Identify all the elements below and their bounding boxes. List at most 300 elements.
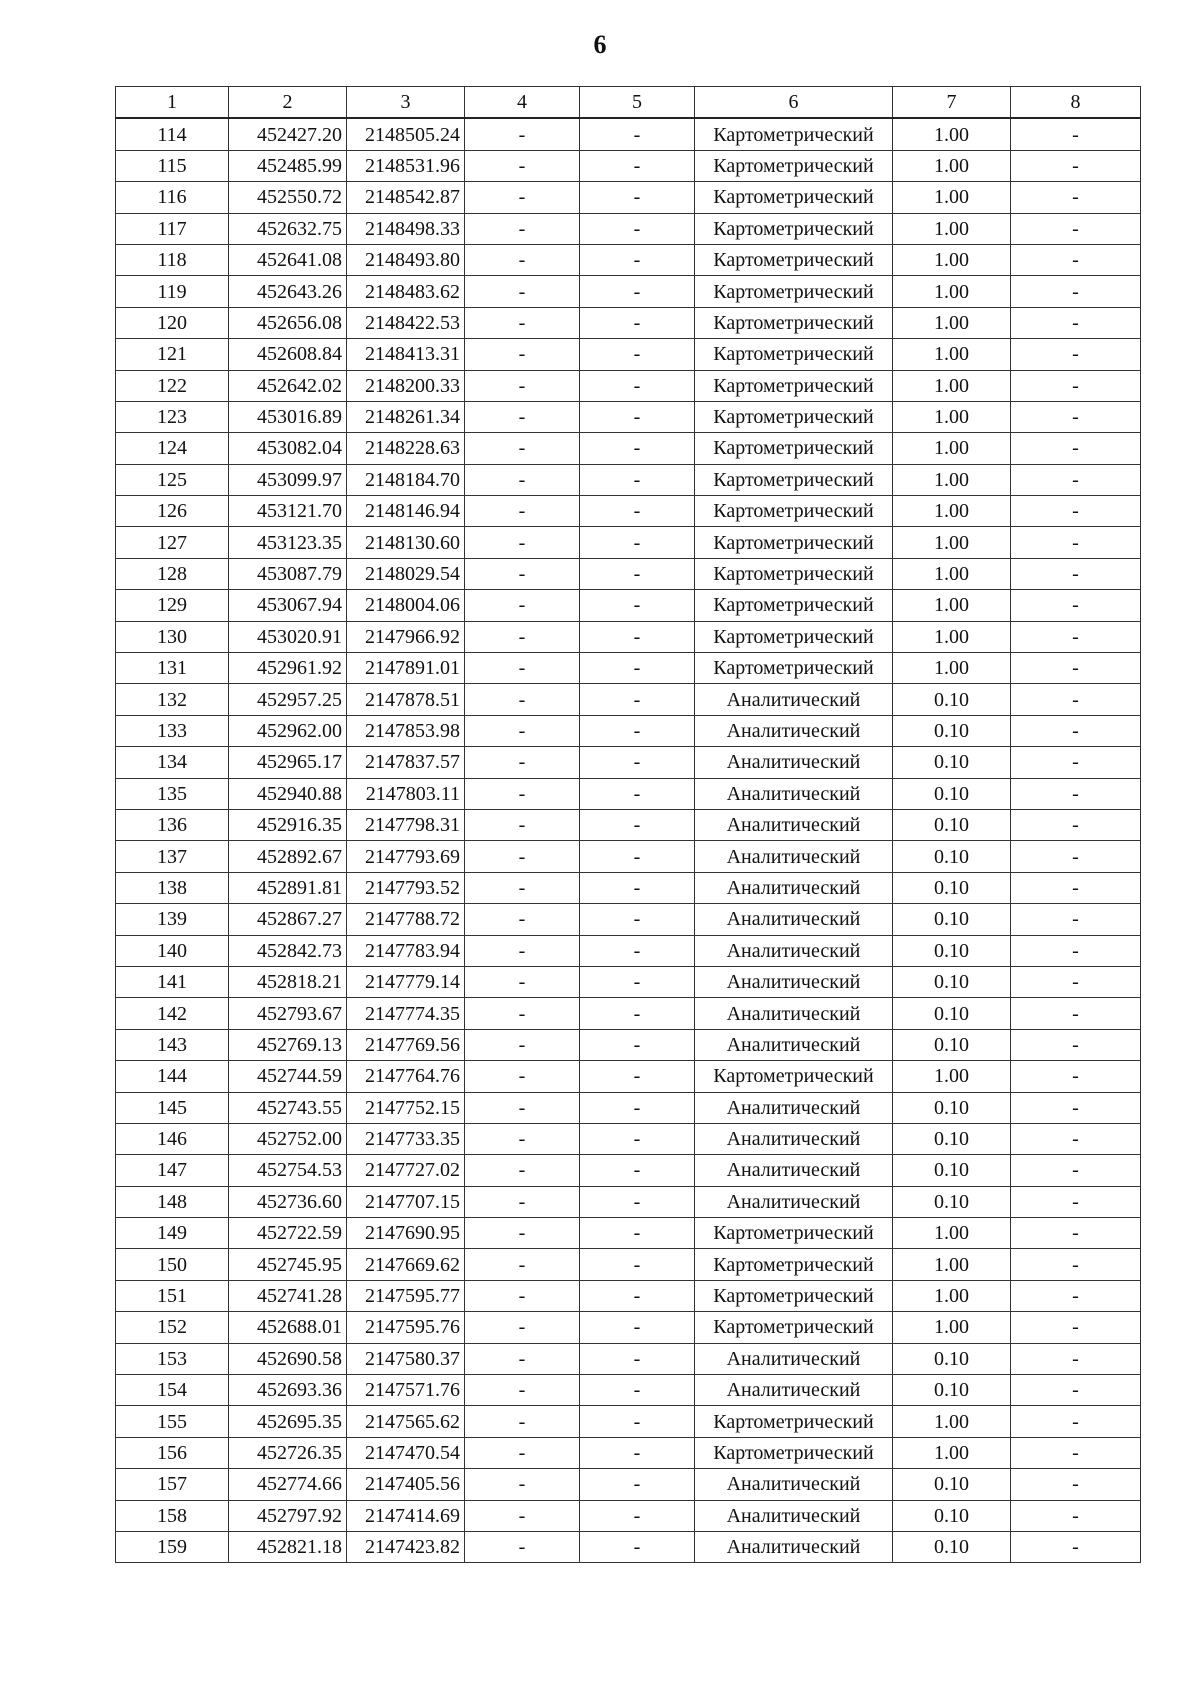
table-cell-col-3: 2148531.96 <box>347 150 465 181</box>
table-cell-col-6: Аналитический <box>695 1531 893 1562</box>
table-cell-col-6: Аналитический <box>695 1029 893 1060</box>
table-cell-col-1: 114 <box>116 118 229 150</box>
table-cell-col-2: 452752.00 <box>229 1123 347 1154</box>
table-cell-col-1: 137 <box>116 841 229 872</box>
table-cell-col-7: 1.00 <box>893 590 1011 621</box>
table-cell-col-3: 2147595.76 <box>347 1312 465 1343</box>
table-cell-col-8: - <box>1011 558 1141 589</box>
table-cell-col-8: - <box>1011 1218 1141 1249</box>
table-cell-col-5: - <box>580 684 695 715</box>
table-cell-col-3: 2147727.02 <box>347 1155 465 1186</box>
table-cell-col-8: - <box>1011 998 1141 1029</box>
table-cell-col-4: - <box>465 401 580 432</box>
table-row <box>116 307 1141 338</box>
table-cell-col-2: 452695.35 <box>229 1406 347 1437</box>
table-cell-col-1: 140 <box>116 935 229 966</box>
table-cell-col-7: 0.10 <box>893 1375 1011 1406</box>
table-cell-col-5: - <box>580 1406 695 1437</box>
table-cell-col-3: 2147793.69 <box>347 841 465 872</box>
table-cell-col-3: 2148498.33 <box>347 213 465 244</box>
table-cell-col-8: - <box>1011 935 1141 966</box>
table-cell-col-7: 1.00 <box>893 1280 1011 1311</box>
table-cell-col-1: 118 <box>116 244 229 275</box>
table-cell-col-7: 0.10 <box>893 904 1011 935</box>
table-cell-col-7: 1.00 <box>893 150 1011 181</box>
table-cell-col-5: - <box>580 401 695 432</box>
table-cell-col-6: Аналитический <box>695 998 893 1029</box>
table-row <box>116 276 1141 307</box>
table-cell-col-1: 134 <box>116 747 229 778</box>
table-row <box>116 841 1141 872</box>
table-cell-col-5: - <box>580 1531 695 1562</box>
table-cell-col-6: Аналитический <box>695 872 893 903</box>
table-cell-col-5: - <box>580 213 695 244</box>
table-cell-col-1: 141 <box>116 966 229 997</box>
table-cell-col-7: 0.10 <box>893 872 1011 903</box>
table-cell-col-2: 452608.84 <box>229 339 347 370</box>
table-cell-col-8: - <box>1011 1406 1141 1437</box>
table-cell-col-5: - <box>580 150 695 181</box>
table-cell-col-1: 139 <box>116 904 229 935</box>
table-cell-col-6: Аналитический <box>695 715 893 746</box>
table-cell-col-5: - <box>580 841 695 872</box>
table-cell-col-6: Картометрический <box>695 339 893 370</box>
table-cell-col-8: - <box>1011 370 1141 401</box>
table-cell-col-1: 123 <box>116 401 229 432</box>
table-cell-col-3: 2148200.33 <box>347 370 465 401</box>
table-cell-col-8: - <box>1011 1469 1141 1500</box>
table-cell-col-4: - <box>465 1061 580 1092</box>
table-cell-col-6: Картометрический <box>695 1218 893 1249</box>
table-cell-col-1: 150 <box>116 1249 229 1280</box>
table-cell-col-5: - <box>580 1218 695 1249</box>
table-cell-col-1: 142 <box>116 998 229 1029</box>
table-cell-col-7: 0.10 <box>893 1500 1011 1531</box>
table-cell-col-6: Картометрический <box>695 496 893 527</box>
table-cell-col-6: Картометрический <box>695 621 893 652</box>
table-row <box>116 590 1141 621</box>
table-cell-col-2: 453067.94 <box>229 590 347 621</box>
table-row <box>116 1186 1141 1217</box>
table-cell-col-4: - <box>465 809 580 840</box>
table-cell-col-2: 452693.36 <box>229 1375 347 1406</box>
table-row <box>116 684 1141 715</box>
table-row <box>116 715 1141 746</box>
table-cell-col-4: - <box>465 558 580 589</box>
table-cell-col-7: 1.00 <box>893 244 1011 275</box>
table-cell-col-3: 2148184.70 <box>347 464 465 495</box>
table-cell-col-8: - <box>1011 496 1141 527</box>
table-cell-col-5: - <box>580 1437 695 1468</box>
table-cell-col-6: Картометрический <box>695 244 893 275</box>
table-cell-col-3: 2147733.35 <box>347 1123 465 1154</box>
table-row <box>116 1437 1141 1468</box>
table-cell-col-1: 116 <box>116 182 229 213</box>
table-cell-col-3: 2147798.31 <box>347 809 465 840</box>
table-cell-col-3: 2147878.51 <box>347 684 465 715</box>
table-cell-col-3: 2148228.63 <box>347 433 465 464</box>
table-row <box>116 966 1141 997</box>
table-cell-col-5: - <box>580 1500 695 1531</box>
table-cell-col-6: Картометрический <box>695 118 893 150</box>
table-cell-col-3: 2148493.80 <box>347 244 465 275</box>
table-cell-col-1: 157 <box>116 1469 229 1500</box>
table-row <box>116 1469 1141 1500</box>
table-cell-col-5: - <box>580 904 695 935</box>
table-cell-col-7: 0.10 <box>893 966 1011 997</box>
table-cell-col-6: Аналитический <box>695 1343 893 1374</box>
table-cell-col-3: 2148505.24 <box>347 118 465 150</box>
table-cell-col-1: 135 <box>116 778 229 809</box>
table-cell-col-4: - <box>465 966 580 997</box>
table-cell-col-2: 452891.81 <box>229 872 347 903</box>
table-cell-col-4: - <box>465 1375 580 1406</box>
table-cell-col-4: - <box>465 118 580 150</box>
table-cell-col-8: - <box>1011 401 1141 432</box>
table-cell-col-1: 156 <box>116 1437 229 1468</box>
table-row <box>116 778 1141 809</box>
table-cell-col-7: 1.00 <box>893 527 1011 558</box>
table-cell-col-7: 0.10 <box>893 684 1011 715</box>
table-cell-col-2: 452842.73 <box>229 935 347 966</box>
table-cell-col-7: 1.00 <box>893 496 1011 527</box>
table-cell-col-4: - <box>465 715 580 746</box>
table-cell-col-6: Картометрический <box>695 1061 893 1092</box>
column-header-1: 1 <box>116 87 229 119</box>
table-row <box>116 1029 1141 1060</box>
table-cell-col-5: - <box>580 1155 695 1186</box>
table-cell-col-6: Аналитический <box>695 966 893 997</box>
table-row <box>116 1155 1141 1186</box>
table-cell-col-5: - <box>580 872 695 903</box>
table-row <box>116 872 1141 903</box>
table-cell-col-4: - <box>465 1343 580 1374</box>
table-cell-col-8: - <box>1011 244 1141 275</box>
table-row <box>116 401 1141 432</box>
table-cell-col-2: 452769.13 <box>229 1029 347 1060</box>
table-cell-col-2: 453121.70 <box>229 496 347 527</box>
table-row <box>116 935 1141 966</box>
table-cell-col-5: - <box>580 370 695 401</box>
table-cell-col-6: Аналитический <box>695 1500 893 1531</box>
table-cell-col-8: - <box>1011 841 1141 872</box>
table-cell-col-6: Картометрический <box>695 1280 893 1311</box>
table-cell-col-6: Картометрический <box>695 1437 893 1468</box>
table-cell-col-1: 144 <box>116 1061 229 1092</box>
table-cell-col-3: 2148413.31 <box>347 339 465 370</box>
table-cell-col-8: - <box>1011 276 1141 307</box>
table-cell-col-7: 1.00 <box>893 1218 1011 1249</box>
table-cell-col-3: 2147752.15 <box>347 1092 465 1123</box>
table-cell-col-4: - <box>465 1186 580 1217</box>
table-cell-col-7: 1.00 <box>893 653 1011 684</box>
table-cell-col-8: - <box>1011 1186 1141 1217</box>
table-row <box>116 1375 1141 1406</box>
table-cell-col-2: 452744.59 <box>229 1061 347 1092</box>
table-cell-col-8: - <box>1011 653 1141 684</box>
table-cell-col-1: 159 <box>116 1531 229 1562</box>
table-cell-col-8: - <box>1011 339 1141 370</box>
table-cell-col-8: - <box>1011 1029 1141 1060</box>
table-row <box>116 1123 1141 1154</box>
table-cell-col-4: - <box>465 590 580 621</box>
table-cell-col-2: 452821.18 <box>229 1531 347 1562</box>
table-cell-col-1: 153 <box>116 1343 229 1374</box>
table-cell-col-2: 452642.02 <box>229 370 347 401</box>
table-cell-col-8: - <box>1011 966 1141 997</box>
table-row <box>116 1061 1141 1092</box>
table-cell-col-7: 1.00 <box>893 558 1011 589</box>
table-cell-col-4: - <box>465 1029 580 1060</box>
table-cell-col-8: - <box>1011 1123 1141 1154</box>
table-cell-col-7: 0.10 <box>893 1469 1011 1500</box>
table-cell-col-5: - <box>580 182 695 213</box>
table-cell-col-5: - <box>580 1343 695 1374</box>
table-cell-col-7: 1.00 <box>893 1061 1011 1092</box>
table-cell-col-5: - <box>580 1249 695 1280</box>
table-cell-col-6: Картометрический <box>695 558 893 589</box>
table-cell-col-5: - <box>580 118 695 150</box>
table-cell-col-1: 136 <box>116 809 229 840</box>
table-cell-col-2: 452754.53 <box>229 1155 347 1186</box>
table-cell-col-3: 2148130.60 <box>347 527 465 558</box>
table-cell-col-8: - <box>1011 1500 1141 1531</box>
table-cell-col-2: 453099.97 <box>229 464 347 495</box>
table-cell-col-3: 2147669.62 <box>347 1249 465 1280</box>
table-cell-col-5: - <box>580 998 695 1029</box>
table-cell-col-6: Аналитический <box>695 904 893 935</box>
table-cell-col-5: - <box>580 339 695 370</box>
table-row <box>116 1280 1141 1311</box>
table-cell-col-4: - <box>465 1469 580 1500</box>
table-cell-col-5: - <box>580 1123 695 1154</box>
table-cell-col-6: Аналитический <box>695 684 893 715</box>
table-cell-col-4: - <box>465 1092 580 1123</box>
table-cell-col-1: 149 <box>116 1218 229 1249</box>
table-cell-col-6: Картометрический <box>695 276 893 307</box>
table-cell-col-8: - <box>1011 182 1141 213</box>
table-cell-col-2: 452741.28 <box>229 1280 347 1311</box>
table-cell-col-4: - <box>465 653 580 684</box>
table-cell-col-3: 2147565.62 <box>347 1406 465 1437</box>
table-cell-col-3: 2148261.34 <box>347 401 465 432</box>
table-cell-col-3: 2147470.54 <box>347 1437 465 1468</box>
table-cell-col-6: Аналитический <box>695 809 893 840</box>
table-cell-col-2: 452722.59 <box>229 1218 347 1249</box>
column-header-4: 4 <box>465 87 580 119</box>
table-cell-col-1: 115 <box>116 150 229 181</box>
table-cell-col-6: Аналитический <box>695 778 893 809</box>
table-cell-col-3: 2147690.95 <box>347 1218 465 1249</box>
table-cell-col-8: - <box>1011 747 1141 778</box>
table-cell-col-5: - <box>580 621 695 652</box>
table-cell-col-7: 0.10 <box>893 998 1011 1029</box>
table-cell-col-6: Картометрический <box>695 1249 893 1280</box>
table-cell-col-1: 117 <box>116 213 229 244</box>
table-cell-col-2: 452916.35 <box>229 809 347 840</box>
table-cell-col-3: 2148483.62 <box>347 276 465 307</box>
table-cell-col-8: - <box>1011 809 1141 840</box>
table-row <box>116 747 1141 778</box>
table-cell-col-7: 0.10 <box>893 1029 1011 1060</box>
table-row <box>116 1218 1141 1249</box>
table-row <box>116 809 1141 840</box>
table-cell-col-8: - <box>1011 1531 1141 1562</box>
table-cell-col-5: - <box>580 1029 695 1060</box>
table-cell-col-4: - <box>465 904 580 935</box>
table-cell-col-3: 2147764.76 <box>347 1061 465 1092</box>
table-cell-col-1: 145 <box>116 1092 229 1123</box>
table-cell-col-1: 127 <box>116 527 229 558</box>
table-cell-col-4: - <box>465 841 580 872</box>
table-row <box>116 244 1141 275</box>
table-cell-col-8: - <box>1011 118 1141 150</box>
table-row <box>116 118 1141 150</box>
table-cell-col-2: 452957.25 <box>229 684 347 715</box>
table-cell-col-4: - <box>465 778 580 809</box>
table-cell-col-2: 452940.88 <box>229 778 347 809</box>
table-cell-col-5: - <box>580 935 695 966</box>
table-cell-col-8: - <box>1011 872 1141 903</box>
table-cell-col-3: 2147788.72 <box>347 904 465 935</box>
table-cell-col-8: - <box>1011 150 1141 181</box>
table-cell-col-6: Картометрический <box>695 464 893 495</box>
table-cell-col-2: 452427.20 <box>229 118 347 150</box>
table-row <box>116 998 1141 1029</box>
table-cell-col-8: - <box>1011 715 1141 746</box>
table-cell-col-4: - <box>465 935 580 966</box>
table-cell-col-7: 1.00 <box>893 464 1011 495</box>
table-cell-col-4: - <box>465 433 580 464</box>
table-body <box>116 118 1141 1562</box>
table-cell-col-7: 0.10 <box>893 1531 1011 1562</box>
table-cell-col-3: 2147571.76 <box>347 1375 465 1406</box>
table-cell-col-2: 452726.35 <box>229 1437 347 1468</box>
table-cell-col-1: 148 <box>116 1186 229 1217</box>
table-cell-col-7: 1.00 <box>893 1312 1011 1343</box>
table-cell-col-2: 452867.27 <box>229 904 347 935</box>
table-cell-col-2: 452690.58 <box>229 1343 347 1374</box>
table-cell-col-7: 1.00 <box>893 182 1011 213</box>
table-header <box>116 87 1141 119</box>
table-cell-col-5: - <box>580 1280 695 1311</box>
table-cell-col-4: - <box>465 150 580 181</box>
table-row <box>116 904 1141 935</box>
table-cell-col-7: 0.10 <box>893 1155 1011 1186</box>
table-cell-col-3: 2148029.54 <box>347 558 465 589</box>
table-cell-col-7: 0.10 <box>893 1343 1011 1374</box>
table-cell-col-7: 1.00 <box>893 213 1011 244</box>
table-cell-col-2: 452485.99 <box>229 150 347 181</box>
table-cell-col-1: 155 <box>116 1406 229 1437</box>
table-cell-col-5: - <box>580 276 695 307</box>
table-cell-col-7: 1.00 <box>893 339 1011 370</box>
table-cell-col-1: 138 <box>116 872 229 903</box>
table-cell-col-3: 2147853.98 <box>347 715 465 746</box>
table-row <box>116 1343 1141 1374</box>
table-cell-col-3: 2147966.92 <box>347 621 465 652</box>
table-cell-col-3: 2147405.56 <box>347 1469 465 1500</box>
table-cell-col-8: - <box>1011 213 1141 244</box>
table-cell-col-6: Аналитический <box>695 1375 893 1406</box>
table-row <box>116 653 1141 684</box>
table-cell-col-1: 119 <box>116 276 229 307</box>
table-cell-col-4: - <box>465 339 580 370</box>
table-row <box>116 339 1141 370</box>
table-row <box>116 213 1141 244</box>
table-cell-col-6: Аналитический <box>695 747 893 778</box>
table-cell-col-2: 452688.01 <box>229 1312 347 1343</box>
table-cell-col-4: - <box>465 1123 580 1154</box>
table-cell-col-1: 147 <box>116 1155 229 1186</box>
table-cell-col-4: - <box>465 276 580 307</box>
table-cell-col-1: 130 <box>116 621 229 652</box>
table-cell-col-1: 122 <box>116 370 229 401</box>
table-cell-col-2: 452632.75 <box>229 213 347 244</box>
table-cell-col-5: - <box>580 809 695 840</box>
table-cell-col-6: Аналитический <box>695 935 893 966</box>
table-row <box>116 182 1141 213</box>
table-cell-col-6: Картометрический <box>695 590 893 621</box>
table-cell-col-8: - <box>1011 307 1141 338</box>
table-cell-col-7: 1.00 <box>893 370 1011 401</box>
table-cell-col-1: 143 <box>116 1029 229 1060</box>
table-cell-col-4: - <box>465 527 580 558</box>
table-cell-col-8: - <box>1011 778 1141 809</box>
table-cell-col-7: 1.00 <box>893 118 1011 150</box>
table-cell-col-4: - <box>465 370 580 401</box>
table-cell-col-2: 453016.89 <box>229 401 347 432</box>
table-cell-col-8: - <box>1011 1375 1141 1406</box>
table-cell-col-3: 2147414.69 <box>347 1500 465 1531</box>
table-cell-col-2: 453020.91 <box>229 621 347 652</box>
table-cell-col-3: 2147423.82 <box>347 1531 465 1562</box>
table-cell-col-6: Аналитический <box>695 1123 893 1154</box>
table-cell-col-4: - <box>465 1312 580 1343</box>
table-cell-col-5: - <box>580 244 695 275</box>
table-cell-col-6: Картометрический <box>695 1406 893 1437</box>
table-cell-col-1: 152 <box>116 1312 229 1343</box>
table-cell-col-5: - <box>580 527 695 558</box>
table-cell-col-1: 151 <box>116 1280 229 1311</box>
table-cell-col-7: 0.10 <box>893 1186 1011 1217</box>
table-cell-col-3: 2148542.87 <box>347 182 465 213</box>
table-cell-col-4: - <box>465 496 580 527</box>
table-cell-col-3: 2147774.35 <box>347 998 465 1029</box>
table-cell-col-5: - <box>580 1375 695 1406</box>
table-cell-col-2: 453082.04 <box>229 433 347 464</box>
table-cell-col-8: - <box>1011 1343 1141 1374</box>
table-cell-col-7: 1.00 <box>893 433 1011 464</box>
table-cell-col-7: 1.00 <box>893 401 1011 432</box>
table-cell-col-7: 1.00 <box>893 1406 1011 1437</box>
table-cell-col-6: Картометрический <box>695 527 893 558</box>
table-cell-col-5: - <box>580 715 695 746</box>
table-cell-col-4: - <box>465 1406 580 1437</box>
table-cell-col-4: - <box>465 1249 580 1280</box>
table-cell-col-3: 2147707.15 <box>347 1186 465 1217</box>
page-number: 6 <box>593 30 607 59</box>
table-cell-col-1: 133 <box>116 715 229 746</box>
table-row <box>116 150 1141 181</box>
table-cell-col-3: 2148004.06 <box>347 590 465 621</box>
table-cell-col-1: 154 <box>116 1375 229 1406</box>
table-cell-col-2: 452892.67 <box>229 841 347 872</box>
column-header-7: 7 <box>893 87 1011 119</box>
table-row <box>116 1092 1141 1123</box>
table-cell-col-5: - <box>580 558 695 589</box>
table-cell-col-2: 452793.67 <box>229 998 347 1029</box>
